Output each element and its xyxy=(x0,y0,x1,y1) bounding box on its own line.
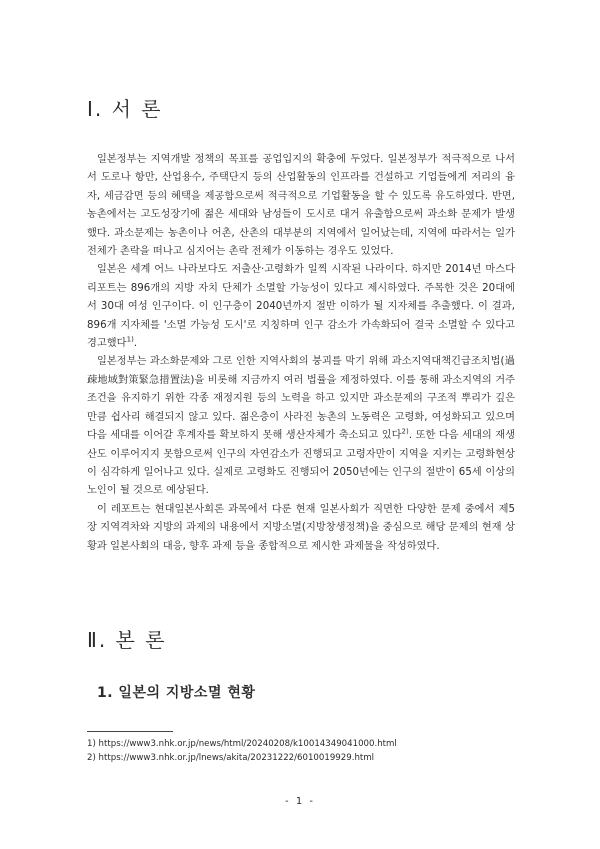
paragraph-2: 일본은 세계 어느 나라보다도 저출산·고령화가 일찍 시작된 나라이다. 하지만 2014년 마스다 리포트는 896개의 지방 자치 단체가 소멸할 가능성이 있다고 제시하였다. 주목한 것은 20대에서 30대 여성 인구이다. 이 인구층이 2040년까지 절반 이하가 될 지자체를 추출했다. 이 결과, 896개 지자체를 '소멸 가능성 도시'로 지칭하며 인구 감소가 가속화되어 결국 소멸할 수 있다고 경고했다$^{1)}$. xyxy=(87,264,515,350)
heading-introduction: Ⅰ. 서 론 xyxy=(87,97,163,121)
introduction-body xyxy=(87,151,515,556)
footnote-ref-2[interactable]: 2) xyxy=(401,427,409,436)
footnote-ref-1[interactable]: 1) xyxy=(126,335,134,344)
footnote-2[interactable]: 2) https://www3.nhk.or.jp/lnews/akita/20231222/6010019929.html xyxy=(87,753,375,763)
footnote-divider xyxy=(87,731,173,732)
footnotes xyxy=(87,737,517,765)
paragraph-1: 일본정부는 지역개발 정책의 목표를 공업입지의 확충에 두었다. 일본정부가 적극적으로 나서서 도로나 항만, 산업용수, 주택단지 등의 산업활동의 인프라를 건설하고 기업들에게 저리의 융자, 세금감면 등의 혜택을 제공함으로써 적극적으로 기업활동을 할 수 있도록 유도하였다. 반면, 농촌에서는 고도성장기에 젊은 세대와 남성들이 도시로 대거 유출함으로써 과소화 문제가 발생했다. 과소문제는 농촌이나 어촌, 산촌의 대부분의 지역에서 일어났는데, 지역에 따라서는 일가 전체가 촌락을 떠나고 심지어는 촌락 전체가 이동하는 경우도 있었다. xyxy=(87,154,515,258)
heading-section-1: 1. 일본의 지방소멸 현황 xyxy=(97,685,256,701)
paragraph-3: 일본정부는 과소화문제와 그로 인한 지역사회의 붕괴를 막기 위해 과소지역대책긴급조치법(過疎地域對策緊急措置法)을 비롯해 지금까지 여러 법률을 제정하였다. 이를 통해 과소지역의 거주조건을 유지하기 위한 각종 재정지원 등의 노력을 하고 있지만 과소문제의 구조적 뿌리가 깊은 만큼 쉽사리 해결되지 않고 있다. 젊은층이 사라진 농촌의 노동력은 고령화, 여성화되고 있으며 다음 세대를 이어갈 후계자를 확보하지 못해 생산자체가 축소되고 있다$^{2)}$. 또한 다음 세대의 재생산도 이루어지지 못함으로써 인구의 자연감소가 진행되고 고령자만이 지역을 지키는 고령화현상이 심각하게 일어나고 있다. 실제로 고령화도 진행되어 2050년에는 인구의 절반이 65세 이상의 노인이 될 것으로 예상된다. xyxy=(87,356,515,497)
page-number: - 1 - xyxy=(285,796,315,807)
footnote-1[interactable]: 1) https://www3.nhk.or.jp/news/html/20240208/k10014349041000.html xyxy=(87,739,397,749)
heading-main-body: Ⅱ. 본 론 xyxy=(87,628,167,652)
paragraph-4: 이 레포트는 현대일본사회론 과목에서 다룬 현재 일본사회가 직면한 다양한 문제 중에서 제5장 지역격차와 지방의 과제의 내용에서 지방소멸(지방창생정책)을 중심으로 해당 문제의 현재 상황과 일본사회의 대응, 향후 과제 등을 종합적으로 제시한 과제물을 작성하였다. xyxy=(87,503,515,552)
